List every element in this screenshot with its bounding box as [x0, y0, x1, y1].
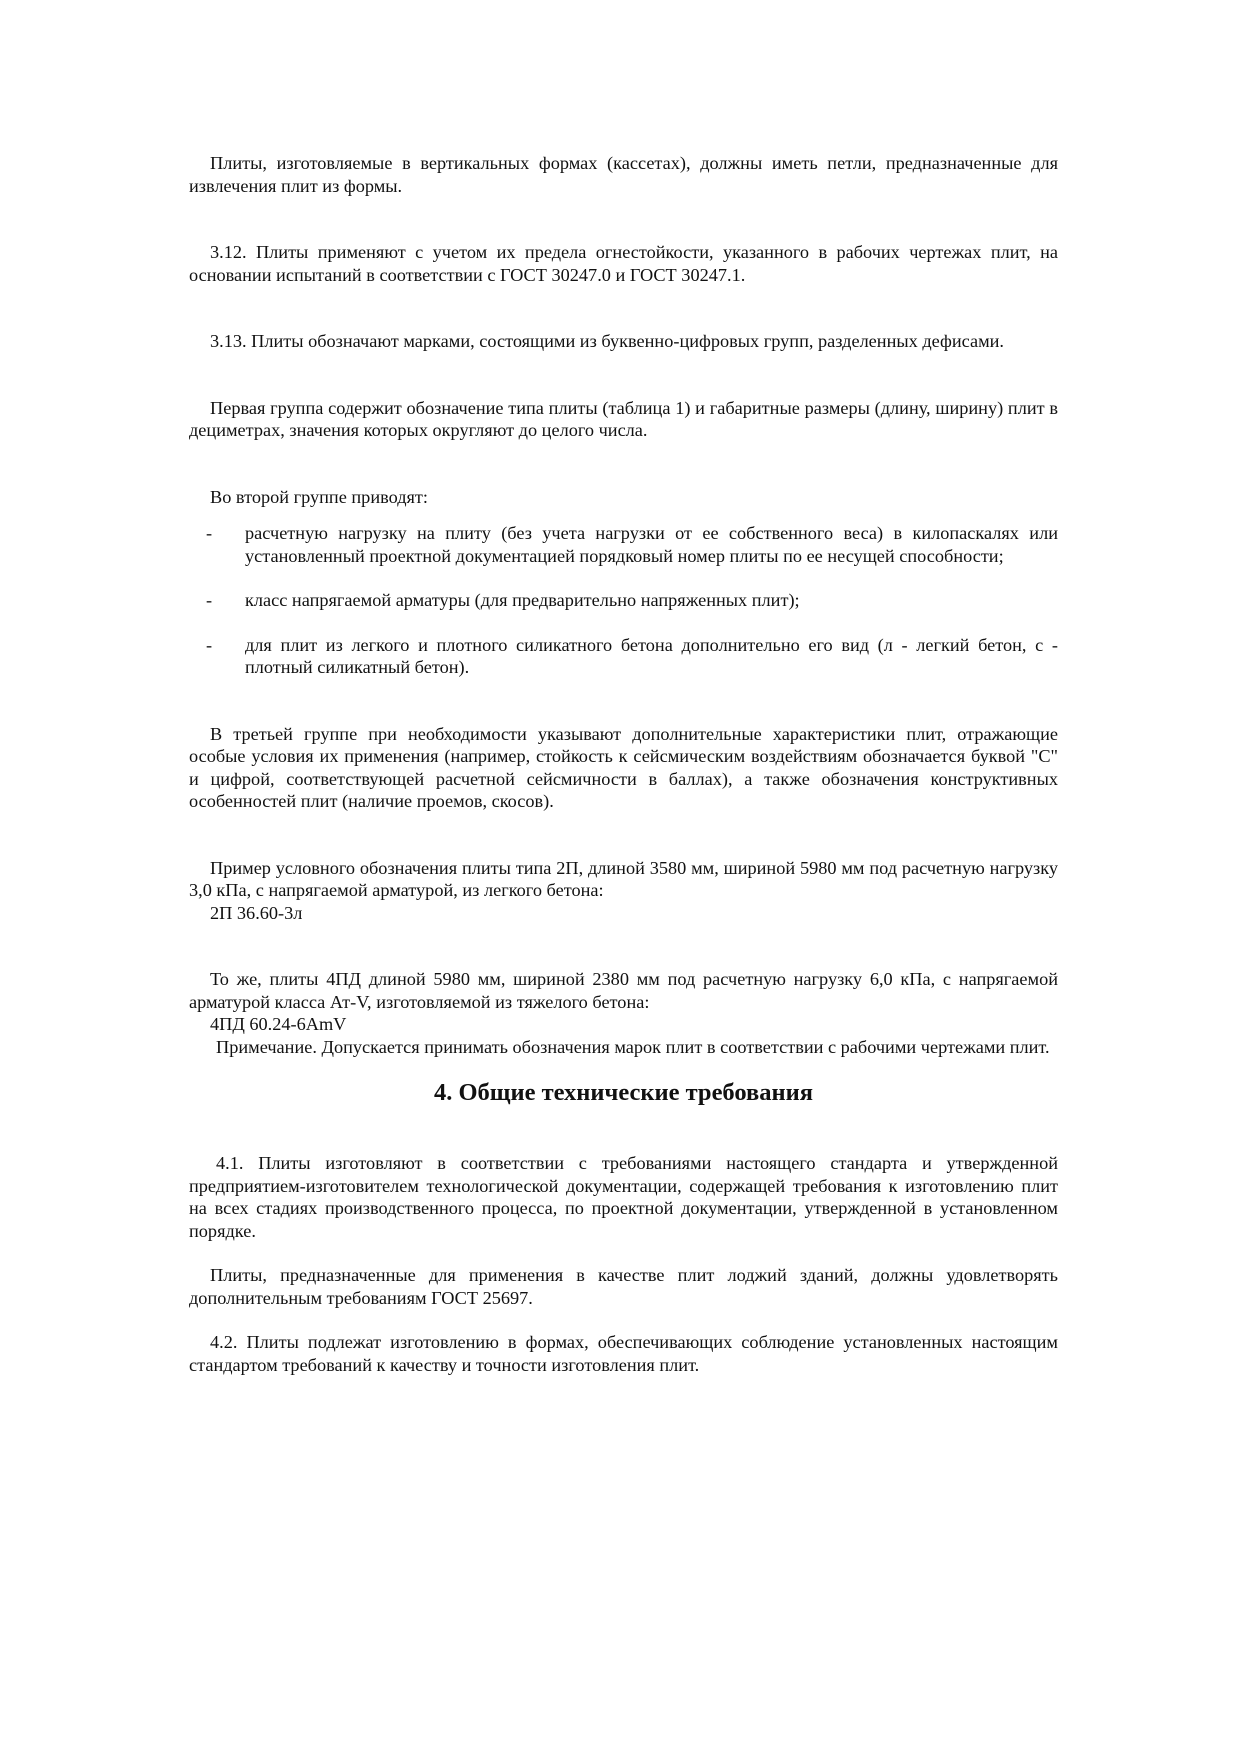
list-dash: - [206, 634, 213, 655]
example-code-2: 4ПД 60.24-6AmV [210, 1014, 347, 1034]
paragraph-second-group: Во второй группе приводят: [210, 486, 428, 507]
section-heading: 4. Общие технические требования [434, 1079, 813, 1106]
paragraph-3-12: 3.12. Плиты применяют с учетом их предела огнестойкости, указанного в рабочих чертежах плит, на основании испытаний в соответствии с ГОСТ 30247.0 и ГОСТ 30247.1. [189, 242, 1058, 285]
second-group-list [189, 522, 1058, 679]
paragraph-example-2: То же, плиты 4ПД длиной 5980 мм, шириной 2380 мм под расчетную нагрузку 6,0 кПа, с напрягаемой арматурой класса Ат-V, изготовляемой из тяжелого бетона: [189, 969, 1058, 1012]
paragraph-first-group: Первая группа содержит обозначение типа плиты (таблица 1) и габаритные размеры (длину, ширину) плит в дециметрах, значения которых округляют до целого числа. [189, 397, 1058, 440]
example-code-1: 2П 36.60-3л [210, 902, 303, 923]
paragraph-example: Пример условного обозначения плиты типа 2П, длиной 3580 мм, шириной 5980 мм под расчетную нагрузку 3,0 кПа, с напрягаемой арматурой, из легкого бетона: [189, 857, 1058, 900]
paragraph-loops: Плиты, изготовляемые в вертикальных формах (кассетах), должны иметь петли, предназначенные для извлечения плит из формы. [189, 153, 1058, 196]
list-dash: - [206, 523, 213, 543]
list-dash: - [206, 590, 213, 610]
list-item-text: для плит из легкого и плотного силикатного бетона дополнительно его вид (л - легкий бетон, с - плотный силикатный бетон). [245, 634, 1058, 677]
paragraph-3-13: 3.13. Плиты обозначают марками, состоящими из буквенно-цифровых групп, разделенных дефисами. [210, 331, 1005, 351]
list-item [189, 522, 1058, 567]
list-item [189, 634, 1058, 679]
paragraph-loggias: Плиты, предназначенные для применения в качестве плит лоджий зданий, должны удовлетворять дополнительным требованиям ГОСТ 25697. [189, 1265, 1058, 1308]
document-body [189, 152, 1058, 1376]
list-item-text: расчетную нагрузку на плиту (без учета нагрузки от ее собственного веса) в килопаскалях или установленный проектной документацией порядковый номер плиты по ее несущей способности; [245, 523, 1058, 566]
paragraph-third-group: В третьей группе при необходимости указывают дополнительные характеристики плит, отражающие особые условия их применения (например, стойкость к сейсмическим воздействиям обозначается буквой "С" и цифрой, соответствующей расчетной сейсмичности в баллах), а также обозначения конструктивных особенностей плит (наличие проемов, скосов). [189, 723, 1058, 811]
list-item-text: класс напрягаемой арматуры (для предварительно напряженных плит); [245, 590, 800, 610]
paragraph-4-1: 4.1. Плиты изготовляют в соответствии с требованиями настоящего стандарта и утвержденной предприятием-изготовителем технологической документации, содержащей требования к изготовлению плит на всех стадиях производственного процесса, по проектной документации, утвержденной в установленном порядке. [189, 1153, 1058, 1241]
list-item [189, 589, 1058, 612]
paragraph-4-2: 4.2. Плиты подлежат изготовлению в формах, обеспечивающих соблюдение установленных настоящим стандартом требований к качеству и точности изготовления плит. [189, 1332, 1058, 1375]
note-paragraph: Примечание. Допускается принимать обозначения марок плит в соответствии с рабочими чертежами плит. [216, 1036, 1050, 1057]
